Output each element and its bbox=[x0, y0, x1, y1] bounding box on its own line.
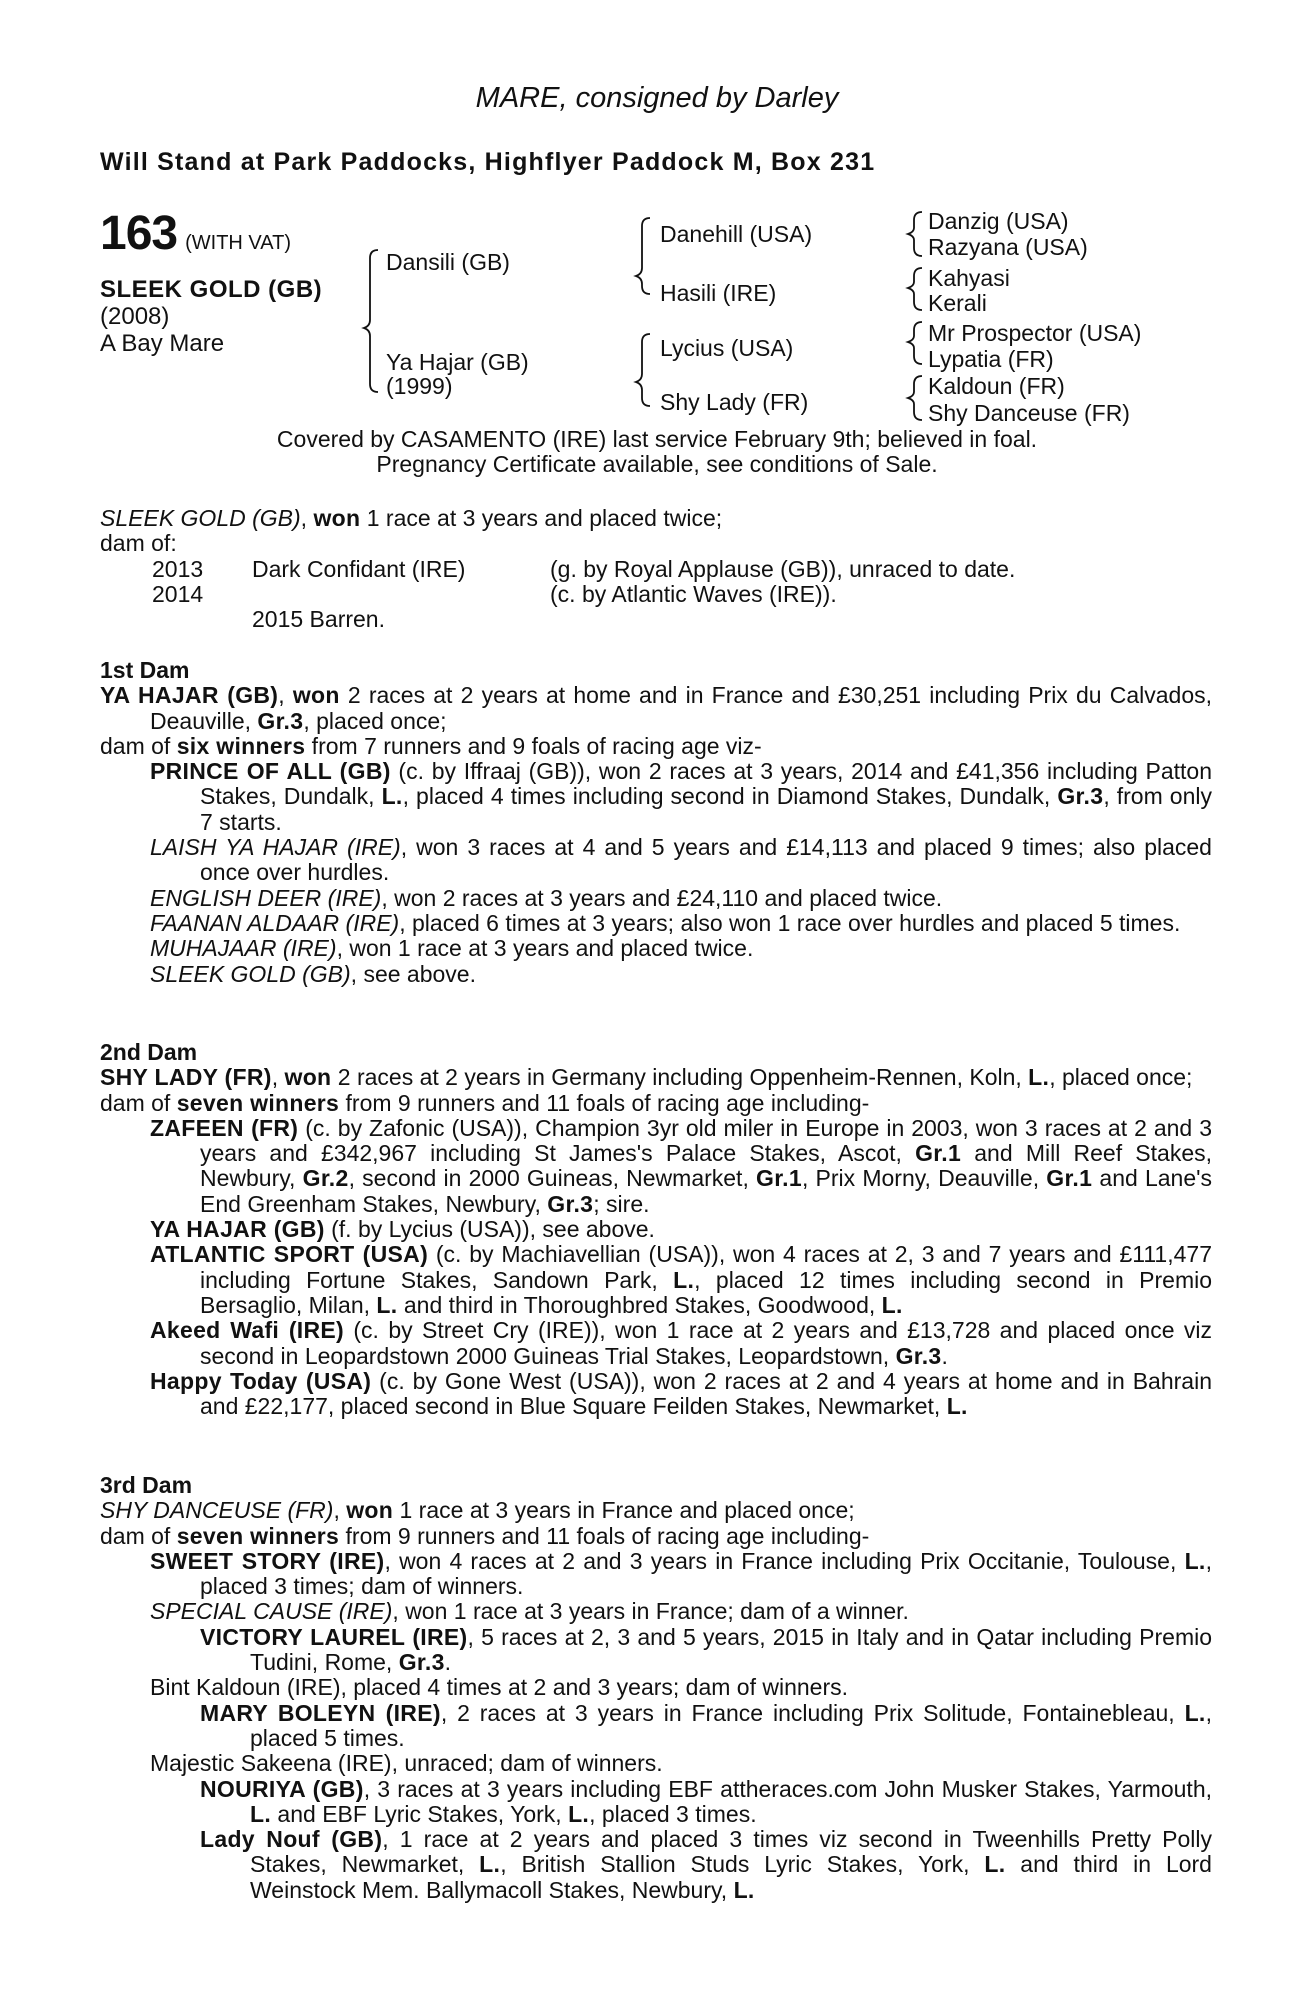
progeny-entry bbox=[100, 1318, 1212, 1369]
barren-row bbox=[100, 607, 1212, 632]
section-title: 2nd Dam bbox=[100, 1039, 198, 1065]
progeny-row bbox=[100, 557, 1212, 582]
grade-label: L. bbox=[1184, 1699, 1206, 1726]
record-text: , British Stallion Studs Lyric Stakes, York, bbox=[500, 1851, 985, 1878]
progeny-entry bbox=[100, 1599, 1212, 1624]
progeny-entry bbox=[100, 759, 1212, 835]
progeny-entry bbox=[100, 962, 1212, 987]
progeny-entry bbox=[100, 1242, 1212, 1318]
grade-label: L. bbox=[946, 1393, 968, 1420]
record-text: and Mill Reef Stakes, Newbury, bbox=[200, 1140, 1212, 1192]
progeny-entry bbox=[100, 1369, 1212, 1420]
gen3-2: Razyana (USA) bbox=[928, 234, 1088, 260]
dam-of-text: dam of bbox=[100, 732, 177, 759]
record-text: , placed once; bbox=[1049, 1064, 1193, 1091]
progeny-name: FAANAN ALDAAR (IRE) bbox=[150, 909, 400, 936]
horse-identity bbox=[100, 276, 322, 357]
brace-3 bbox=[908, 322, 922, 364]
record-text: , from only 7 starts. bbox=[200, 783, 1212, 835]
barren-note: 2015 Barren. bbox=[252, 606, 385, 633]
record-text: (c. by Iffraaj (GB)), won 2 races at 3 years, 2014 and £41,356 including Patton Stakes, Dundalk, bbox=[200, 758, 1213, 810]
progeny-name: YA HAJAR (GB) bbox=[150, 1216, 325, 1243]
grade-label: L. bbox=[568, 1800, 590, 1827]
covering-note bbox=[0, 427, 1314, 477]
progeny-name: Akeed Wafi (IRE) bbox=[150, 1317, 344, 1344]
record-text: , placed 12 times including second in Premio Bersaglio, Milan, bbox=[200, 1266, 1213, 1318]
record-text: , won 2 races at 3 years and £24,110 and placed twice. bbox=[381, 884, 943, 911]
grade-label: L. bbox=[250, 1800, 272, 1827]
progeny-row bbox=[100, 582, 1212, 607]
grade-label: Gr.2 bbox=[302, 1165, 349, 1192]
grand-progeny-entry bbox=[100, 1625, 1212, 1676]
dam-dam: Shy Lady (FR) bbox=[660, 389, 809, 415]
progeny-name: ATLANTIC SPORT (USA) bbox=[150, 1241, 429, 1268]
progeny-name: Dark Confidant (IRE) bbox=[252, 555, 466, 582]
progeny-name: ENGLISH DEER (IRE) bbox=[150, 884, 382, 911]
lot-number-block bbox=[100, 206, 291, 261]
record-text: and third in Lord Weinstock Mem. Ballymacoll Stakes, Newbury, bbox=[250, 1851, 1212, 1903]
vat-label: (WITH VAT) bbox=[185, 232, 291, 254]
record-text: , won 1 race at 3 years and placed twice. bbox=[336, 935, 754, 962]
dam-sire: Lycius (USA) bbox=[660, 335, 794, 361]
grade-label: L. bbox=[984, 1851, 1006, 1878]
progeny-entry bbox=[100, 936, 1212, 961]
second-dam-section: 2nd Dam SHY LADY (FR), won 2 races at 2 years in Germany including Oppenheim-Rennen, Koln, L., placed once; dam of seven winners from 9 runners and 11 foals of racing age including- ZAFEEN (FR) (c. by Zafonic (USA)), Champion 3yr old miler in Europe in 2003, won 3 races at 2 and 3 years and £342,967 including St James's Palace Stakes, Ascot, Gr.1 and Mill Reef Stakes, Newbury, Gr.2, second in 2000 Guineas, Newmarket, Gr.1, Prix Morny, Deauville, Gr.1 and Lane's End Greenham Stakes, Newbury, Gr.3; sire. YA HAJAR (GB) (f. by Lycius (USA)), see above. ATLANTIC SPORT (USA) (c. by Machiavellian (USA)), won 4 races at 2, 3 and 7 years and £111,477 including Fortune Stakes, Sandown Park, L., placed 12 times including second in Premio Bersaglio, Milan, L. and third in Thoroughbred Stakes, Goodwood, L. Akeed Wafi (IRE) (c. by Street Cry (IRE)), won 1 race at 2 years and £13,728 and placed once viz second in Leopardstown 2000 Guineas Trial Stakes, Leopardstown, Gr.3. Happy Today (USA) (c. by Gone West (USA)), won 2 races at 2 and 4 years at home and in Bahrain and £22,177, placed second in Blue Square Feilden Stakes, Newmarket, L. bbox=[100, 1039, 1213, 1420]
dam-of-text: dam of bbox=[100, 1522, 177, 1549]
mare-record-text: 1 race at 3 years and placed twice; bbox=[360, 505, 723, 531]
record-text: . bbox=[444, 1649, 452, 1676]
progeny-name: NOURIYA (GB) bbox=[200, 1775, 364, 1802]
horse-description: A Bay Mare bbox=[100, 330, 225, 357]
dam-year: (1999) bbox=[386, 373, 453, 399]
won-label: won bbox=[284, 1064, 332, 1091]
grade-label: Gr.3 bbox=[547, 1190, 594, 1217]
brace-1 bbox=[908, 212, 922, 256]
record-text: 2 races at 2 years at home and in France and £30,251 including Prix du Calvados, Deauville, bbox=[150, 682, 1213, 734]
record-text: (c. by Zafonic (USA)), Champion 3yr old miler in Europe in 2003, won 3 races at 2 and 3 years and £342,967 including St James's Palace Stakes, Ascot, bbox=[200, 1114, 1212, 1167]
record-text: , won 4 races at 2 and 3 years in France including Prix Occitanie, Toulouse, bbox=[384, 1547, 1185, 1574]
winners-count: seven winners bbox=[176, 1089, 340, 1116]
sire-name: Dansili (GB) bbox=[386, 249, 510, 275]
progeny-name: MUHAJAAR (IRE) bbox=[150, 935, 337, 962]
progeny-entry bbox=[100, 1675, 1212, 1700]
record-text: , second in 2000 Guineas, Newmarket, bbox=[348, 1165, 757, 1192]
grand-progeny-entry bbox=[100, 1827, 1212, 1903]
dam-of-label: dam of: bbox=[100, 530, 177, 557]
winners-count: six winners bbox=[176, 732, 306, 759]
record-text: and Lane's End Greenham Stakes, Newbury, bbox=[200, 1165, 1213, 1217]
grade-label: Gr.3 bbox=[398, 1649, 445, 1676]
progeny-entry bbox=[100, 1116, 1212, 1217]
dam-name: YA HAJAR (GB) bbox=[100, 682, 279, 709]
dam-name: SHY LADY (FR) bbox=[100, 1064, 272, 1091]
grand-progeny-entry bbox=[100, 1701, 1212, 1752]
grade-label: L. bbox=[479, 1851, 501, 1878]
sire-sire: Danehill (USA) bbox=[660, 221, 813, 247]
record-text: , placed 3 times; dam of winners. bbox=[200, 1547, 1212, 1600]
progeny-entry bbox=[100, 911, 1212, 936]
mare-name: SLEEK GOLD (GB) bbox=[100, 505, 301, 531]
dam-of-text: from 7 runners and 9 foals of racing age viz- bbox=[305, 732, 762, 759]
won-label: won bbox=[346, 1497, 394, 1524]
record-text: ; sire. bbox=[593, 1190, 650, 1217]
grade-label: Gr.1 bbox=[756, 1165, 802, 1192]
record-text: , placed 5 times. bbox=[250, 1699, 1212, 1751]
record-text: Bint Kaldoun (IRE), placed 4 times at 2 and 3 years; dam of winners. bbox=[150, 1674, 849, 1701]
grade-label: Gr.3 bbox=[895, 1342, 942, 1369]
progeny-entry bbox=[100, 835, 1212, 886]
progeny-name: Happy Today (USA) bbox=[150, 1367, 372, 1394]
gen3-1: Danzig (USA) bbox=[928, 208, 1069, 234]
grade-label: L. bbox=[733, 1876, 755, 1903]
gen3-7: Kaldoun (FR) bbox=[928, 373, 1065, 399]
consignor-heading: MARE, consigned by Darley bbox=[475, 82, 839, 114]
record-text: , Prix Morny, Deauville, bbox=[801, 1165, 1047, 1192]
progeny-year: 2013 bbox=[152, 555, 204, 582]
progeny-note: (g. by Royal Applause (GB)), unraced to date. bbox=[550, 555, 1016, 582]
won-label: won bbox=[313, 505, 361, 531]
record-text: and EBF Lyric Stakes, York, bbox=[271, 1800, 569, 1827]
record-text: , 5 races at 2, 3 and 5 years, 2015 in Italy and in Qatar including Premio Tudini, Rome, bbox=[250, 1623, 1213, 1676]
record-text: Majestic Sakeena (IRE), unraced; dam of winners. bbox=[150, 1750, 663, 1777]
gen3-6: Lypatia (FR) bbox=[928, 346, 1054, 372]
record-text: (f. by Lycius (USA)), see above. bbox=[324, 1216, 655, 1243]
record-text: , 2 races at 3 years in France including Prix Solitude, Fontainebleau, bbox=[440, 1699, 1185, 1726]
dam-of-text: from 9 runners and 11 foals of racing age including- bbox=[339, 1089, 870, 1116]
dam-name: SHY DANCEUSE (FR) bbox=[100, 1497, 334, 1524]
progeny-year: 2014 bbox=[152, 580, 204, 607]
progeny-name: SLEEK GOLD (GB) bbox=[150, 960, 351, 987]
record-text: , won 1 race at 3 years in France; dam of a winner. bbox=[392, 1598, 909, 1625]
progeny-entry bbox=[100, 1217, 1212, 1242]
lot-number: 163 bbox=[100, 207, 178, 260]
gen3-8: Shy Danceuse (FR) bbox=[928, 400, 1130, 426]
dam-of-text: from 9 runners and 11 foals of racing age including- bbox=[339, 1522, 870, 1549]
dam-of-text: dam of bbox=[100, 1089, 177, 1116]
grade-label: L. bbox=[881, 1291, 903, 1318]
record-text: , won 3 races at 4 and 5 years and £14,113 and placed 9 times; also placed once over hurdles. bbox=[200, 834, 1212, 886]
gen3-4: Kerali bbox=[928, 290, 987, 316]
horse-year: (2008) bbox=[100, 303, 170, 330]
gen3-5: Mr Prospector (USA) bbox=[928, 320, 1142, 346]
grade-label: Gr.3 bbox=[1057, 783, 1104, 810]
dam-bracket bbox=[636, 334, 650, 406]
progeny-name: PRINCE OF ALL (GB) bbox=[150, 758, 391, 785]
record-text: (c. by Street Cry (IRE)), won 1 race at 2 years and £13,728 and placed once viz second in Leopardstown 2000 Guineas Trial Stakes, Leopardstown, bbox=[200, 1317, 1213, 1369]
record-text: , see above. bbox=[350, 960, 476, 987]
dam-name: Ya Hajar (GB) bbox=[386, 349, 529, 375]
record-text: and third in Thoroughbred Stakes, Goodwood, bbox=[397, 1291, 882, 1318]
progeny-entry bbox=[100, 1549, 1212, 1600]
progeny-name: MARY BOLEYN (IRE) bbox=[200, 1699, 441, 1726]
section-title: 3rd Dam bbox=[100, 1472, 193, 1498]
grade-label: L. bbox=[381, 783, 403, 810]
gen3-3: Kahyasi bbox=[928, 265, 1010, 291]
grade-label: Gr.1 bbox=[1046, 1165, 1093, 1192]
first-dam-section: 1st Dam YA HAJAR (GB), won 2 races at 2 years at home and in France and £30,251 including Prix du Calvados, Deauville, Gr.3, placed once; dam of six winners from 7 runners and 9 foals of racing age viz- PRINCE OF ALL (GB) (c. by Iffraaj (GB)), won 2 races at 3 years, 2014 and £41,356 including Patton Stakes, Dundalk, L., placed 4 times including second in Diamond Stakes, Dundalk, Gr.3, from only 7 starts. LAISH YA HAJAR (IRE), won 3 races at 4 and 5 years and £14,113 and placed 9 times; also placed once over hurdles. ENGLISH DEER (IRE), won 2 races at 3 years and £24,110 and placed twice. FAANAN ALDAAR (IRE), placed 6 times at 3 years; also won 1 race over hurdles and placed 5 times. MUHAJAAR (IRE), won 1 race at 3 years and placed twice. SLEEK GOLD (GB), see above. bbox=[100, 657, 1213, 987]
horse-name: SLEEK GOLD (GB) bbox=[100, 276, 323, 303]
record-text: , placed 6 times at 3 years; also won 1 race over hurdles and placed 5 times. bbox=[399, 909, 1181, 936]
record-text: . bbox=[941, 1342, 948, 1369]
mare-record: SLEEK GOLD (GB), won 1 race at 3 years and placed twice; dam of: 2013 Dark Confidant (IRE) (g. by Royal Applause (GB)), unraced to date. 2014 (c. by Atlantic Waves (IRE)). 2015 Barren. bbox=[100, 506, 1212, 632]
third-dam-section: 3rd Dam SHY DANCEUSE (FR), won 1 race at 3 years in France and placed once; dam of seven winners from 9 runners and 11 foals of racing age including- SWEET STORY (IRE), won 4 races at 2 and 3 years in France including Prix Occitanie, Toulouse, L., placed 3 times; dam of winners. SPECIAL CAUSE (IRE), won 1 race at 3 years in France; dam of a winner. VICTORY LAUREL (IRE), 5 races at 2, 3 and 5 years, 2015 in Italy and in Qatar including Premio Tudini, Rome, Gr.3. Bint Kaldoun (IRE), placed 4 times at 2 and 3 years; dam of winners. MARY BOLEYN (IRE), 2 races at 3 years in France including Prix Solitude, Fontainebleau, L., placed 5 times. Majestic Sakeena (IRE), unraced; dam of winners. NOURIYA (GB), 3 races at 3 years including EBF attheraces.com John Musker Stakes, Yarmouth, L. and EBF Lyric Stakes, York, L., placed 3 times. Lady Nouf (GB), 1 race at 2 years and placed 3 times viz second in Tweenhills Pretty Polly Stakes, Newmarket, L., British Stallion Studs Lyric Stakes, York, L. and third in Lord Weinstock Mem. Ballymacoll Stakes, Newbury, L. bbox=[100, 1472, 1213, 1903]
record-text: 2 races at 2 years in Germany including Oppenheim-Rennen, Koln, bbox=[331, 1064, 1029, 1091]
record-text: , 1 race at 2 years and placed 3 times viz second in Tweenhills Pretty Polly Stakes, Newmarket, bbox=[250, 1826, 1212, 1878]
progeny-name: ZAFEEN (FR) bbox=[150, 1114, 299, 1141]
grade-label: L. bbox=[376, 1291, 398, 1318]
progeny-name: VICTORY LAUREL (IRE) bbox=[200, 1623, 468, 1650]
grand-progeny-entry bbox=[100, 1777, 1212, 1828]
progeny-name: SWEET STORY (IRE) bbox=[150, 1547, 385, 1574]
certificate-line: Pregnancy Certificate available, see conditions of Sale. bbox=[376, 451, 938, 477]
record-text: (c. by Machiavellian (USA)), won 4 races at 2, 3 and 7 years and £111,477 including Fortune Stakes, Sandown Park, bbox=[200, 1241, 1212, 1293]
progeny-entry bbox=[100, 1751, 1212, 1776]
section-title: 1st Dam bbox=[100, 657, 190, 683]
grade-label: Gr.1 bbox=[915, 1140, 962, 1167]
grade-label: L. bbox=[1184, 1547, 1206, 1574]
record-text: (c. by Gone West (USA)), won 2 races at 2 and 4 years at home and in Bahrain and £22,177, placed second in Blue Square Feilden Stakes, Newmarket, bbox=[200, 1367, 1212, 1420]
progeny-name: LAISH YA HAJAR (IRE) bbox=[150, 834, 401, 861]
winners-count: seven winners bbox=[176, 1522, 340, 1549]
sire-dam: Hasili (IRE) bbox=[660, 280, 777, 306]
main-bracket bbox=[364, 250, 378, 392]
record-text: , 3 races at 3 years including EBF attheraces.com John Musker Stakes, Yarmouth, bbox=[363, 1775, 1213, 1802]
stabling-location: Will Stand at Park Paddocks, Highflyer Paddock M, Box 231 bbox=[100, 148, 876, 176]
progeny-entry bbox=[100, 886, 1212, 911]
progeny-note: (c. by Atlantic Waves (IRE)). bbox=[550, 580, 837, 607]
record-text: , placed 4 times including second in Diamond Stakes, Dundalk, bbox=[402, 783, 1058, 810]
brace-4 bbox=[908, 376, 922, 420]
record-text: , placed once; bbox=[303, 707, 447, 734]
grade-label: L. bbox=[1028, 1064, 1050, 1091]
won-label: won bbox=[292, 682, 340, 709]
grade-label: Gr.3 bbox=[257, 707, 304, 734]
covering-line: Covered by CASAMENTO (IRE) last service February 9th; believed in foal. bbox=[276, 426, 1038, 452]
record-text: 1 race at 3 years in France and placed once; bbox=[393, 1497, 855, 1524]
record-text: , placed 3 times. bbox=[589, 1800, 757, 1827]
grade-label: L. bbox=[673, 1266, 695, 1293]
progeny-name: SPECIAL CAUSE (IRE) bbox=[150, 1598, 393, 1625]
sire-bracket bbox=[636, 218, 650, 294]
progeny-name: Lady Nouf (GB) bbox=[200, 1826, 383, 1853]
brace-2 bbox=[908, 268, 922, 310]
